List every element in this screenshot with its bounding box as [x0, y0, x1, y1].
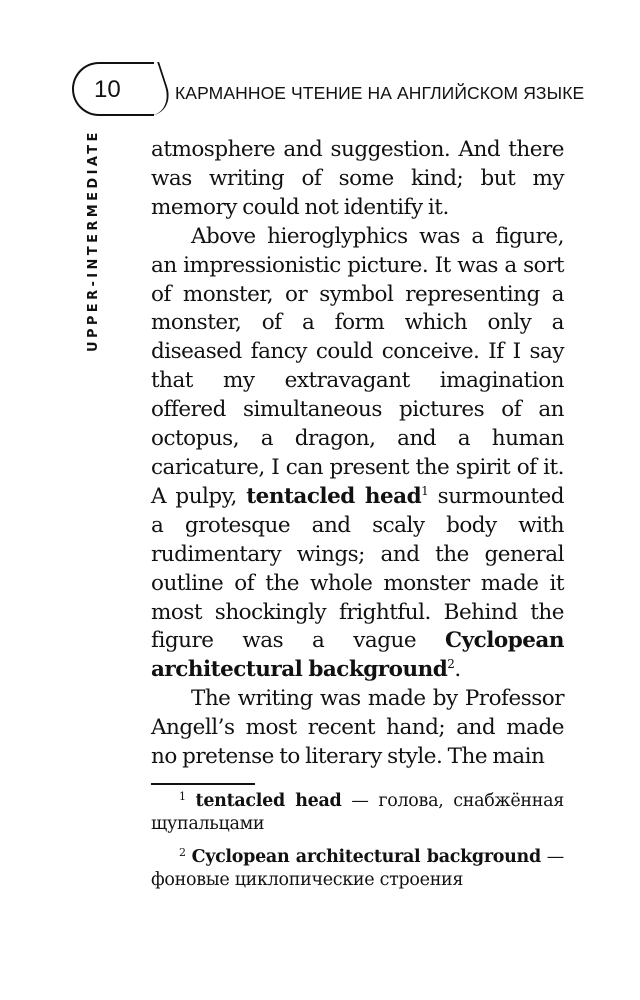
level-side-label: UPPER-INTERMEDIATE: [86, 129, 101, 352]
footnotes: [151, 790, 564, 902]
glossary-term-cyclopean-background: Cyclopean architectural background: [151, 628, 564, 683]
paragraph-2-part-a: Above hieroglyphics was a figure, an impressionistic picture. It was a sort of monster, or symbol representing a monster, of a form which only a diseased fancy could conceive. If I say that my extravagant imagination offered simultaneous pictures of an octopus, a dragon, and a human caricature, I can present the spirit of it. A pulpy,: [151, 223, 564, 509]
footnote-1: [151, 790, 564, 836]
paragraph-2-part-b: surmounted a grotesque and scaly body with rudimentary wings; and the general outline of the whole monster made it most shockingly frightful. Behind the figure was a vague: [151, 483, 564, 654]
footnote-1-term: tentacled head: [195, 791, 342, 811]
footnote-2-number: 2: [179, 846, 186, 859]
main-text: [151, 136, 564, 772]
glossary-term-tentacled-head: tentacled head: [246, 483, 422, 509]
paragraph-3: The writing was made by Professor Angell’s most recent hand; and made no pretense to literary style. The main: [151, 686, 564, 770]
footnote-1-number: 1: [179, 790, 186, 803]
footnote-2: [151, 846, 564, 892]
footnote-ref-1: 1: [421, 483, 429, 498]
paragraph-2: [151, 223, 564, 686]
footnote-ref-2: 2: [447, 657, 455, 672]
footnote-2-term: Cyclopean architectural background: [191, 847, 541, 867]
running-head: КАРМАННОЕ ЧТЕНИЕ НА АНГЛИЙСКОМ ЯЗЫКЕ: [175, 83, 585, 103]
paragraph-1: atmosphere and suggestion. And there was writing of some kind; but my memory could not identify it.: [151, 137, 564, 220]
paragraph-2-part-c: .: [454, 657, 461, 683]
footnote-divider: [151, 783, 255, 785]
footnote-1-definition: — голова, снабжённая щупальцами: [151, 791, 564, 834]
page-number: 10: [94, 76, 121, 103]
footnote-2-definition: — фоновые циклопические строения: [151, 847, 564, 890]
